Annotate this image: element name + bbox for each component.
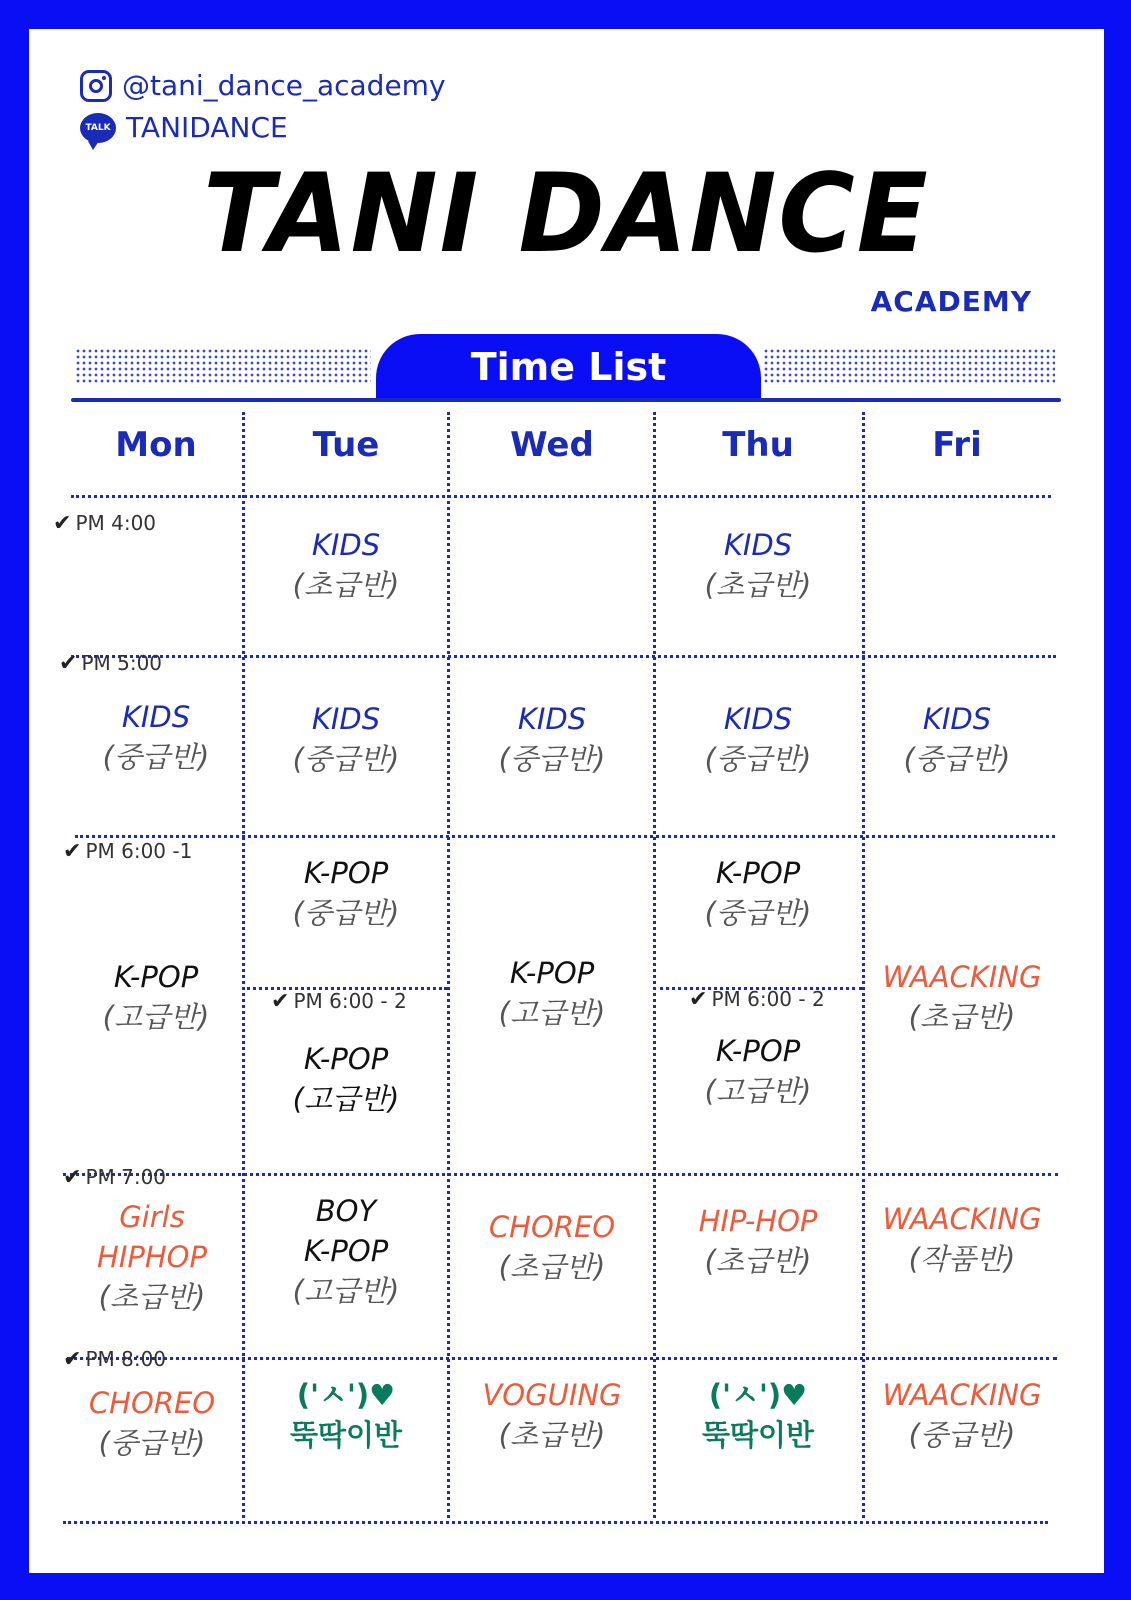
grid-vline — [447, 412, 450, 1518]
timetable-sheet — [29, 29, 1104, 1573]
grid-vline — [242, 412, 245, 1518]
time-label-6pm-2-tue: ✔ PM 6:00 - 2 — [271, 989, 407, 1014]
check-icon: ✔ — [63, 839, 82, 864]
class-thu-7pm: HIP-HOP (초급반) — [698, 1204, 818, 1278]
class-tue-7pm: BOY K-POP (고급반) — [292, 1194, 400, 1308]
class-wed-6pm: K-POP (고급반) — [498, 956, 606, 1030]
instagram-icon — [80, 70, 112, 102]
dot-pattern-right — [763, 348, 1055, 384]
check-icon: ✔ — [271, 989, 290, 1014]
class-fri-6pm: WAACKING (초급반) — [882, 960, 1042, 1034]
instagram-handle: @tani_dance_academy — [122, 69, 446, 102]
kakaotalk-line[interactable] — [80, 111, 288, 144]
time-label-5pm: ✔ PM 5:00 — [59, 651, 163, 676]
day-header-tue: Tue — [312, 425, 380, 465]
class-thu-6pm-1: K-POP (중급반) — [704, 856, 812, 930]
check-icon: ✔ — [63, 1347, 82, 1372]
header-rule — [71, 398, 1061, 402]
kakaotalk-icon: TALK — [80, 113, 116, 143]
class-tue-6pm-1: K-POP (중급반) — [292, 856, 400, 930]
class-mon-8pm: CHOREO (중급반) — [88, 1386, 216, 1460]
time-label-7pm: ✔ PM 7:00 — [63, 1165, 167, 1190]
class-mon-5pm: KIDS (중급반) — [102, 700, 210, 774]
grid-hline — [63, 1521, 1048, 1524]
class-thu-8pm: ('ㅅ')♥ 뚝딱이반 — [701, 1378, 815, 1452]
class-wed-5pm: KIDS (중급반) — [498, 702, 606, 776]
class-wed-7pm: CHOREO (초급반) — [488, 1210, 616, 1284]
class-thu-6pm-2: K-POP (고급반) — [704, 1034, 812, 1108]
check-icon: ✔ — [59, 651, 78, 676]
class-tue-8pm: ('ㅅ')♥ 뚝딱이반 — [289, 1378, 403, 1452]
class-fri-5pm: KIDS (중급반) — [903, 702, 1011, 776]
time-label-6pm-1: ✔ PM 6:00 -1 — [63, 839, 193, 864]
time-label-6pm-2-thu: ✔ PM 6:00 - 2 — [689, 987, 825, 1012]
time-label-8pm: ✔ PM 8:00 — [63, 1347, 167, 1372]
check-icon: ✔ — [63, 1165, 82, 1190]
grid-hline — [63, 1173, 1058, 1176]
grid-hline — [71, 495, 1051, 498]
grid-hline — [75, 835, 1055, 838]
class-tue-5pm: KIDS (중급반) — [292, 702, 400, 776]
day-header-wed: Wed — [510, 425, 594, 465]
grid-vline — [653, 412, 656, 1518]
class-fri-8pm: WAACKING (중급반) — [882, 1378, 1042, 1452]
grid-hline — [67, 1357, 1057, 1360]
instagram-line[interactable] — [80, 69, 446, 102]
class-fri-7pm: WAACKING (작품반) — [882, 1202, 1042, 1276]
brand-title: TANI DANCE — [203, 148, 930, 278]
grid-vline — [862, 412, 865, 1518]
class-wed-8pm: VOGUING (초급반) — [482, 1378, 622, 1452]
section-title-tab: Time List — [376, 334, 761, 400]
dot-pattern-left — [75, 348, 371, 384]
class-thu-5pm: KIDS (중급반) — [704, 702, 812, 776]
grid-hline — [71, 655, 1056, 658]
class-mon-7pm: Girls HIPHOP (초급반) — [97, 1200, 207, 1314]
check-icon: ✔ — [689, 987, 708, 1012]
day-header-thu: Thu — [722, 425, 794, 465]
time-label-4pm: ✔ PM 4:00 — [53, 511, 157, 536]
check-icon: ✔ — [53, 511, 72, 536]
kakaotalk-id: TANIDANCE — [126, 111, 288, 144]
day-header-fri: Fri — [932, 425, 982, 465]
class-tue-4pm: KIDS (초급반) — [292, 528, 400, 602]
class-thu-4pm: KIDS (초급반) — [704, 528, 812, 602]
day-header-mon: Mon — [115, 425, 197, 465]
brand-subtitle: ACADEMY — [870, 285, 1032, 318]
class-tue-6pm-2: K-POP (고급반) — [292, 1042, 400, 1116]
class-mon-6pm: K-POP (고급반) — [102, 960, 210, 1034]
